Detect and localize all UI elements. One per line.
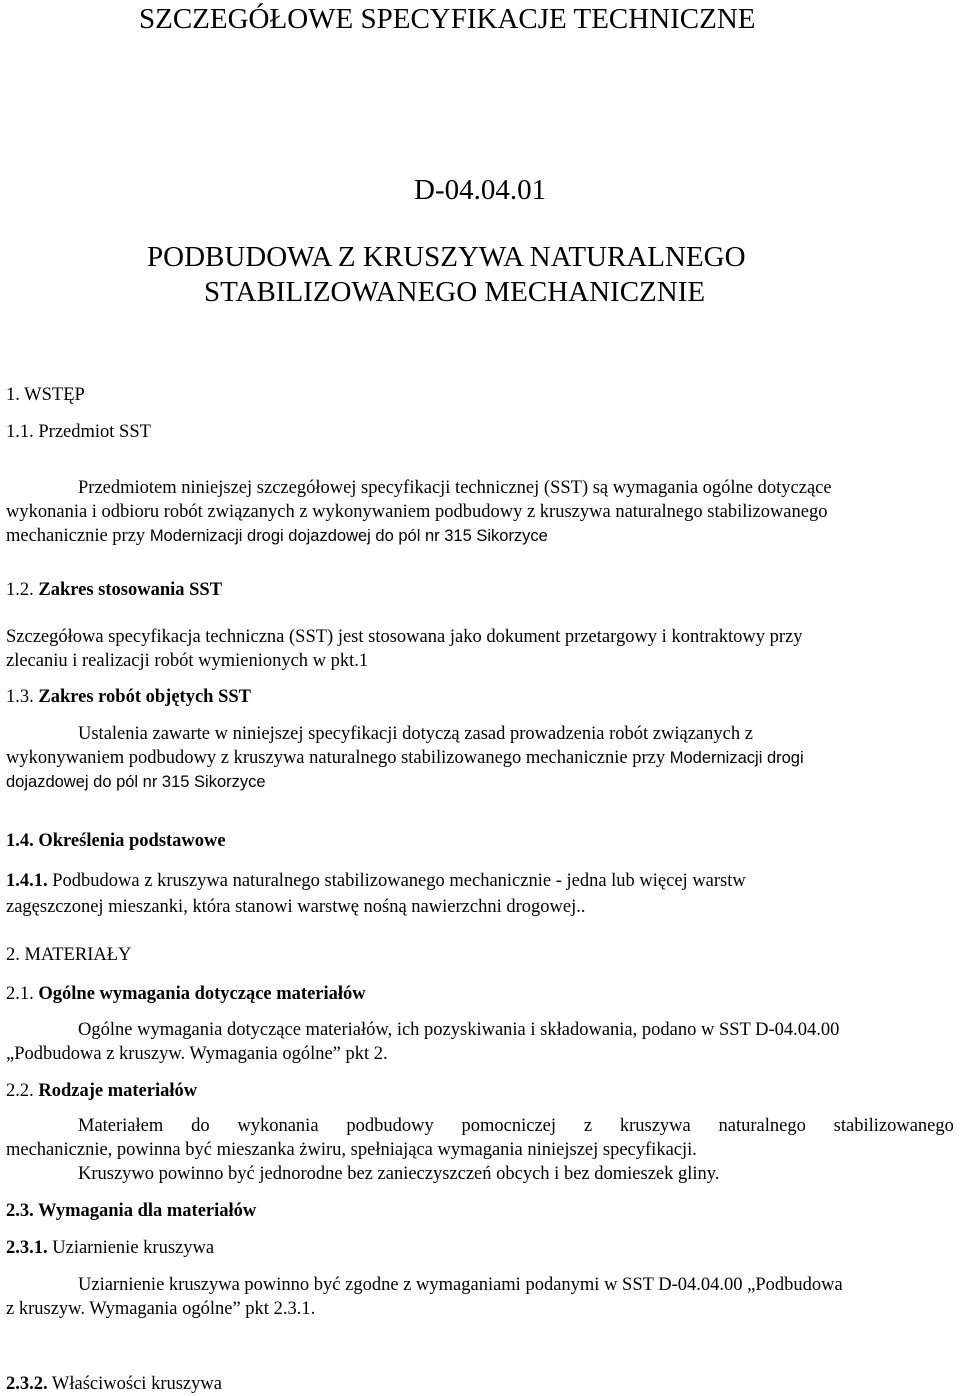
- section-2-title: 2. MATERIAŁY: [6, 945, 132, 965]
- section-2-2-text-line-3: Kruszywo powinno być jednorodne bez zanieczyszczeń obcych i bez domieszek gliny.: [78, 1164, 720, 1184]
- section-1-4-title: 1.4. Określenia podstawowe: [6, 831, 226, 851]
- document-title: SZCZEGÓŁOWE SPECYFIKACJE TECHNICZNE: [139, 3, 756, 35]
- section-1-1-text-line-1: Przedmiotem niniejszej szczegółowej specyfikacji technicznej (SST) są wymagania ogólne dotyczące: [78, 478, 832, 498]
- section-2-3-title: 2.3. Wymagania dla materiałów: [6, 1201, 257, 1221]
- section-2-1-title: 2.1. Ogólne wymagania dotyczące materiałów: [6, 984, 366, 1004]
- section-2-2-text-line-1: Materiałem do wykonania podbudowy pomocniczej z kruszywa naturalnego stabilizowanego: [78, 1116, 954, 1136]
- section-2-2-text-line-2: mechanicznie, powinna być mieszanka żwiru, spełniająca wymagania niniejszej specyfikacji.: [6, 1140, 697, 1160]
- section-1-2-text-line-1: Szczegółowa specyfikacja techniczna (SST) jest stosowana jako dokument przetargowy i kontraktowy przy: [6, 627, 803, 647]
- section-2-1-text-line-1: Ogólne wymagania dotyczące materiałów, ich pozyskiwania i składowania, podano w SST D-04.04.00: [78, 1020, 840, 1040]
- section-2-3-1-text-line-2: z kruszyw. Wymagania ogólne” pkt 2.3.1.: [6, 1299, 316, 1319]
- section-2-3-2-title: 2.3.2. Właściwości kruszywa: [6, 1374, 222, 1394]
- section-2-2-title: 2.2. Rodzaje materiałów: [6, 1081, 198, 1101]
- section-1-3-text-line-3: dojazdowej do pól nr 315 Sikorzyce: [6, 773, 266, 791]
- section-2-3-1-title: 2.3.1. Uziarnienie kruszywa: [6, 1238, 215, 1258]
- section-2-3-1-text-line-1: Uziarnienie kruszywa powinno być zgodne z wymaganiami podanymi w SST D-04.04.00 „Podbudowa: [78, 1275, 843, 1295]
- section-1-4-1-line-1: 1.4.1. Podbudowa z kruszywa naturalnego stabilizowanego mechanicznie - jedna lub więcej warstw: [6, 871, 746, 891]
- section-1-4-1-line-2: zagęszczonej mieszanki, która stanowi warstwę nośną nawierzchni drogowej..: [6, 897, 586, 917]
- section-1-3-text-line-2: wykonywaniem podbudowy z kruszywa naturalnego stabilizowanego mechanicznie przy Modernizacji drogi: [6, 748, 804, 768]
- section-1-2-text-line-2: zlecaniu i realizacji robót wymienionych w pkt.1: [6, 651, 369, 671]
- section-1-1-text-line-2: wykonania i odbioru robót związanych z wykonywaniem podbudowy z kruszywa naturalnego stabilizowanego: [6, 502, 828, 522]
- section-1-2-title: 1.2. Zakres stosowania SST: [6, 580, 223, 600]
- section-1-title: 1. WSTĘP: [6, 385, 85, 405]
- section-1-3-text-line-1: Ustalenia zawarte w niniejszej specyfikacji dotyczą zasad prowadzenia robót związanych z: [78, 724, 753, 744]
- spec-heading-line-1: PODBUDOWA Z KRUSZYWA NATURALNEGO: [147, 241, 746, 273]
- section-1-3-title: 1.3. Zakres robót objętych SST: [6, 687, 251, 707]
- section-1-1-title: 1.1. Przedmiot SST: [6, 422, 151, 442]
- spec-heading-line-2: STABILIZOWANEGO MECHANICZNIE: [204, 276, 706, 308]
- section-2-1-text-line-2: „Podbudowa z kruszyw. Wymagania ogólne” pkt 2.: [6, 1044, 388, 1064]
- section-1-1-text-line-3: mechanicznie przy Modernizacji drogi dojazdowej do pól nr 315 Sikorzyce: [6, 526, 548, 546]
- spec-code: D-04.04.01: [414, 174, 547, 206]
